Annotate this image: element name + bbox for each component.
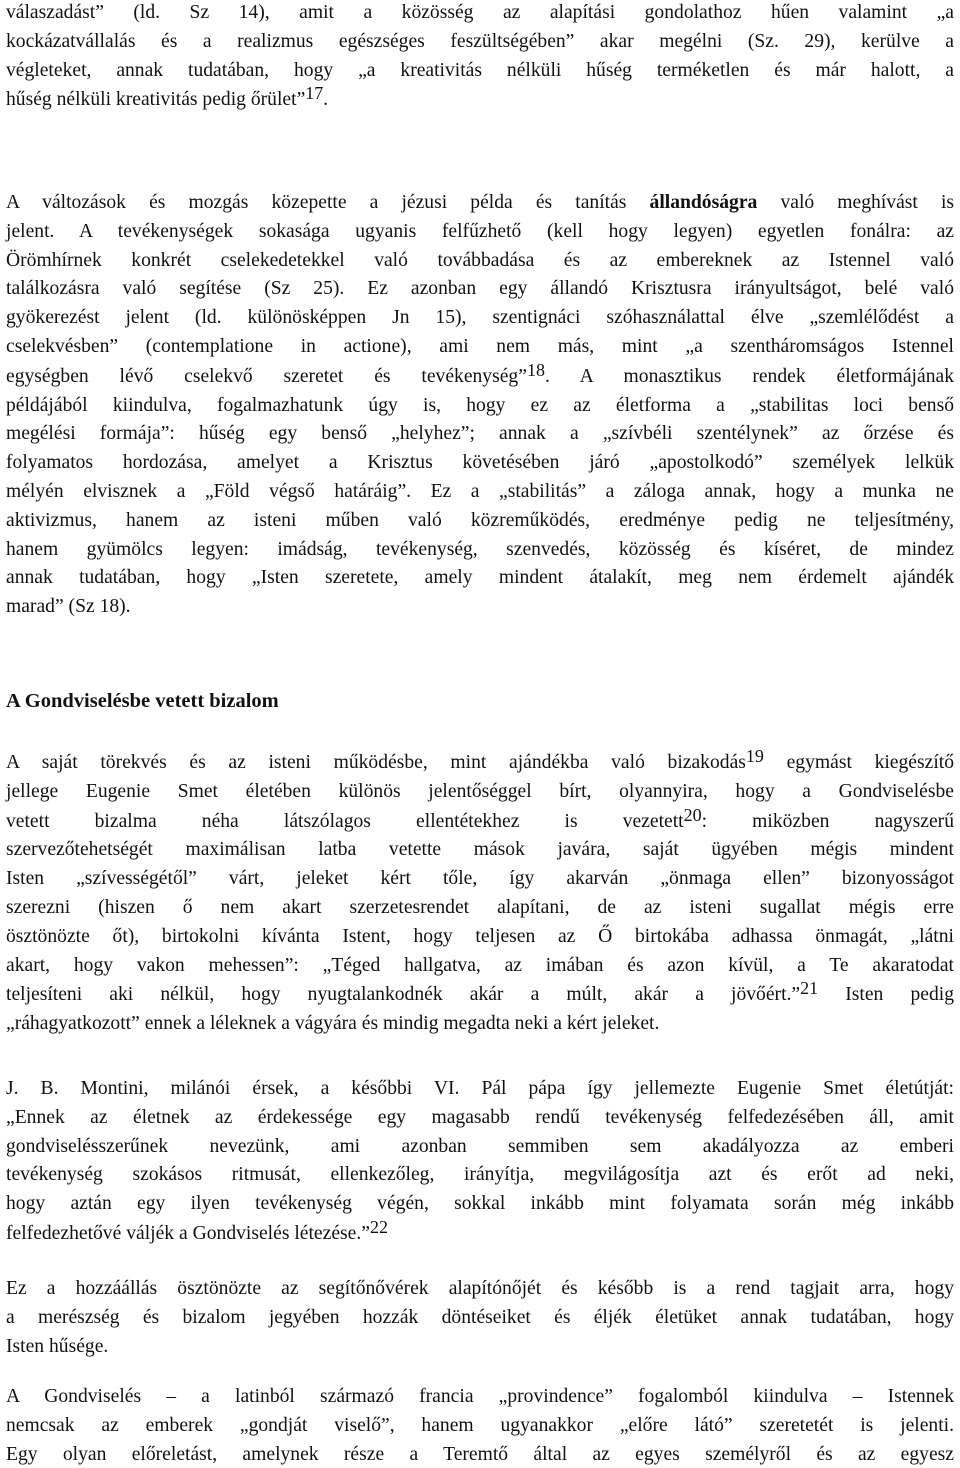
paragraph-6 <box>6 1383 954 1468</box>
text-line <box>6 85 954 115</box>
footnote-ref-18: 18 <box>526 359 545 380</box>
footnote-ref-17: 17 <box>305 83 324 104</box>
text-line: marad” (Sz 18). <box>6 596 131 618</box>
text-line: „ráhagyatkozott” ennek a léleknek a vágyára és mindig megadta neki a kért jeleket. <box>6 1013 660 1035</box>
text-line: mélyén elvisznek a „Föld végső határáig”. Ez a „stabilitás” a záloga annak, hogy a munka ne <box>6 480 954 502</box>
text-fragment: egységben lévő cselekvő szeretet és tevékenység” <box>6 365 527 387</box>
text-line: Isten „szívességétől” várt, jeleket kért tőle, így akarván „önmaga ellen” bizonyosságot <box>6 868 954 890</box>
text-fragment: . A monasztikus rendek életformájának <box>544 365 954 387</box>
footnote-ref-19: 19 <box>745 746 764 766</box>
text-fragment: A saját törekvés és az isteni működésbe, mint ajándékba való bizakodás <box>6 752 746 773</box>
emphasis-term: állandóságra <box>649 192 758 213</box>
text-line: ösztönözte őt), birtokolni kívánta Istent, hogy teljesen az Ő birtokába adhassa önmagát, „látni <box>6 925 954 947</box>
text-line: kockázatvállalás és a realizmus egészséges feszültségében” akar megélni (Sz. 29), kerülve a <box>6 30 954 52</box>
text-line: folyamatos hordozása, amelyet a Krisztus követésében járó „apostolkodó” személyek lelkük <box>6 452 954 474</box>
text-line: megélési formája”: hűség egy benső „helyhez”; annak a „szívbéli szentélynek” az őrzése és <box>6 423 954 445</box>
text-line: végleteket, annak tudatában, hogy „a kreativitás nélküli hűség terméketlen és már halott, a <box>6 59 954 81</box>
text-line: hanem gyümölcs legyen: imádság, tevékenység, szenvedés, közösség és kíséret, de mindez <box>6 538 954 560</box>
text-fragment: : miközben nagyszerű <box>701 810 954 832</box>
text-line <box>6 189 954 218</box>
text-fragment: . <box>323 89 329 111</box>
text-fragment: teljesíteni aki nélkül, hogy nyugtalankodnék akár a múlt, akár a jövőért.” <box>6 984 801 1006</box>
text-line <box>6 748 954 778</box>
text-fragment: vetett bizalma néha látszólagos ellentétekhez is vezetett <box>6 810 684 832</box>
paragraph-4 <box>6 1075 954 1249</box>
text-fragment: egymást kiegészítő <box>763 752 955 773</box>
text-fragment: való meghívást is <box>780 192 955 213</box>
text-fragment: hűség nélküli kreativitás pedig őrület” <box>6 89 306 111</box>
text-line: J. B. Montini, milánói érsek, a későbbi VI. Pál pápa így jellemezte Eugenie Smet életútját: <box>6 1078 954 1099</box>
text-line: gyökerezést jelent (ld. különösképpen Jn 15), szentignáci szóhasználattal élve „szemlélődést a <box>6 307 954 329</box>
section-heading: A Gondviselésbe vetett bizalom <box>6 690 279 712</box>
paragraph-2 <box>6 189 954 622</box>
text-line: tevékenység szokásos ritmusát, ellenkezőleg, irányítja, megvilágosítja azt és erőt ad neki, <box>6 1164 954 1186</box>
text-line: nemcsak az emberek „gondját viselő”, hanem ugyanakkor „előre látó” szeretetét is jelenti. <box>6 1414 954 1436</box>
text-line: akart, hogy vakon mehessen”: „Téged hallgatva, az imában és azon kívül, a Te akaratodat <box>6 954 954 976</box>
text-line: Ez a hozzáállás ösztönözte az segítőnővérek alapítónőjét és később is a rend tagjait arra, hogy <box>6 1278 954 1299</box>
text-line <box>6 804 954 837</box>
text-line: Isten hűsége. <box>6 1335 109 1357</box>
text-line: találkozásra való segítése (Sz 25). Ez azonban egy állandó Krisztusra irányultságot, belé való <box>6 278 954 300</box>
footnote-ref-22: 22 <box>369 1216 388 1237</box>
text-line: cselekvésben” (contemplatione in actione), ami nem más, mint „a szentháromságos Istennel <box>6 335 954 357</box>
text-line: aktivizmus, hanem az isteni műben való közreműködés, eredménye pedig ne teljesítmény, <box>6 509 954 531</box>
text-line: példájából kiindulva, fogalmazhatunk úgy is, hogy ez az életforma a „stabilitas loci benső <box>6 394 954 416</box>
paragraph-5 <box>6 1275 954 1361</box>
text-fragment: felfedezhetővé váljék a Gondviselés létezése.” <box>6 1222 370 1244</box>
text-line: a merészség és bizalom jegyében hozzák döntéseiket és éljék életüket annak tudatában, hogy <box>6 1306 954 1328</box>
text-line: szerezni (hiszen ő nem akart szerzetesrendet alapítani, de az isteni sugallat mégis erre <box>6 896 954 918</box>
footnote-ref-20: 20 <box>683 804 702 825</box>
footnote-ref-21: 21 <box>800 978 819 999</box>
text-line: Örömhírnek konkrét cselekedetekkel való továbbadása és az embereknek az Istennel való <box>6 249 954 271</box>
text-line: jellege Eugenie Smet életében különös jelentőséggel bírt, olyannyira, hogy a Gondviselésbe <box>6 780 954 802</box>
text-line: gondviselésszerűnek nevezünk, ami azonban semmiben sem akadályozza az emberi <box>6 1135 954 1157</box>
text-line: „Ennek az életnek az érdekessége egy magasabb rendű tevékenység felfedezésében áll, amit <box>6 1106 954 1128</box>
text-line: hogy aztán egy ilyen tevékenység végén, sokkal inkább mint folyamata során még inkább <box>6 1193 954 1215</box>
text-line: válaszadást” (ld. Sz 14), amit a közösség az alapítási gondolathoz hűen valamint „a <box>6 2 954 23</box>
paragraph-1 <box>6 0 954 115</box>
text-line <box>6 359 954 392</box>
text-line <box>6 980 954 1010</box>
text-line: jelent. A tevékenységek sokasága ugyanis felfűzhető (kell hogy legyen) egyetlen fonálra: az <box>6 220 954 242</box>
text-fragment: A változások és mozgás közepette a jézusi példa és tanítás <box>6 192 627 213</box>
text-line: Egy olyan előreletást, amelynek része a Teremtő által az egyes személyről és az egyesz <box>6 1443 954 1465</box>
text-line <box>6 1216 954 1249</box>
text-line: A Gondviselés – a latinból származó francia „provindence” fogalomból kiindulva – Istennek <box>6 1386 954 1407</box>
paragraph-3 <box>6 748 954 1039</box>
text-line: szervezőtehetségét maximálisan latba vetette mások javára, saját ügyében mégis mindent <box>6 839 954 861</box>
text-line: annak tudatában, hogy „Isten szeretete, amely mindent átalakít, meg nem érdemelt ajándék <box>6 567 954 589</box>
text-fragment: Isten pedig <box>818 984 954 1006</box>
